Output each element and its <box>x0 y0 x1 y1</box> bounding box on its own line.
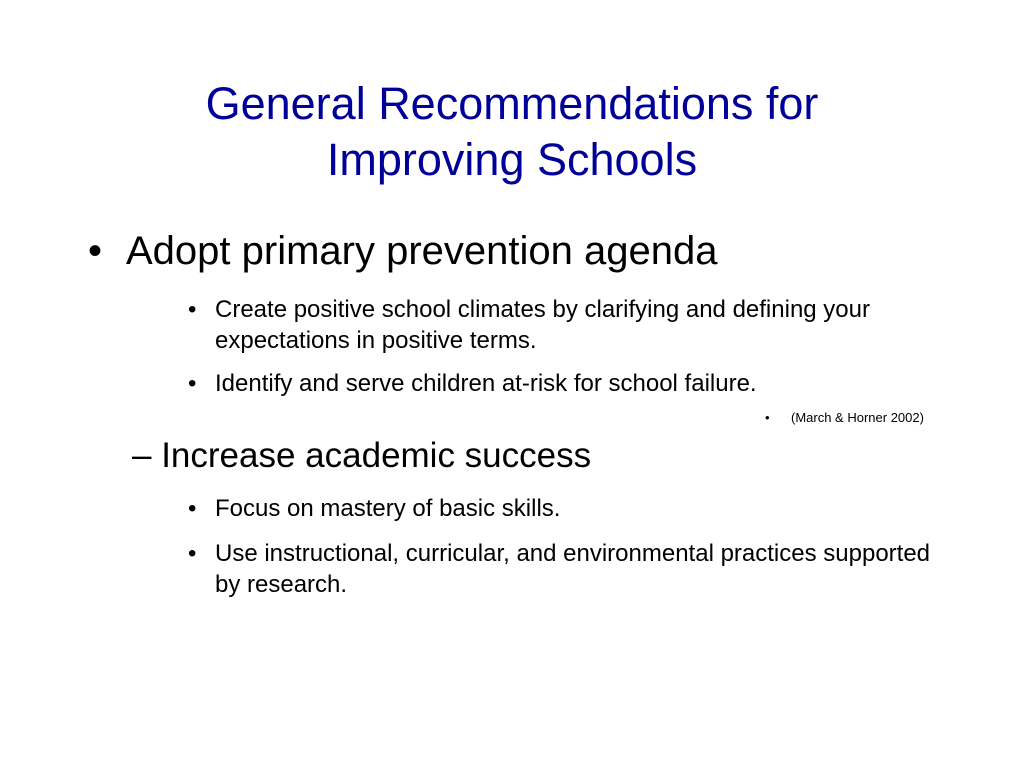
subpoint-text: Focus on mastery of basic skills. <box>215 495 561 522</box>
bullet-icon: • <box>188 370 197 397</box>
subpoint-positive-climates <box>188 294 945 356</box>
subpoint-research-practices <box>188 538 945 600</box>
subpoint-text: Identify and serve children at-risk for school failure. <box>215 370 757 397</box>
bullet-icon: • <box>88 229 103 273</box>
citation <box>765 409 924 427</box>
title-line-1: General Recommendations for <box>205 78 819 129</box>
title-line-2: Improving Schools <box>326 134 698 185</box>
bullet-icon: • <box>188 540 197 567</box>
subpoint-identify-at-risk <box>188 368 945 399</box>
main-point-text: Adopt primary prevention agenda <box>126 229 718 273</box>
bullet-icon: • <box>765 410 770 425</box>
bullet-icon: • <box>188 296 197 323</box>
subpoint-text: Create positive school climates by clarifying and defining your expectations in positive terms. <box>215 296 870 354</box>
main-point-adopt-prevention <box>88 227 717 275</box>
bullet-icon: • <box>188 495 197 522</box>
citation-text: (March & Horner 2002) <box>791 410 924 425</box>
subpoint-mastery-basic-skills <box>188 493 945 524</box>
secondary-point-academic-success <box>132 434 591 478</box>
dash-icon: – <box>132 436 152 475</box>
slide-title <box>60 76 964 188</box>
secondary-point-text: Increase academic success <box>161 436 592 475</box>
subpoint-text: Use instructional, curricular, and environmental practices supported by research. <box>215 540 931 598</box>
